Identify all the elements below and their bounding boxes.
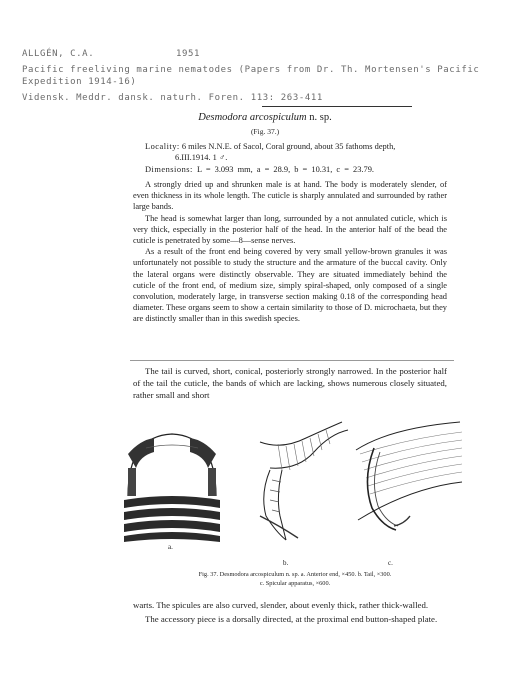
- figure-caption-line1: Fig. 37. Desmodora arcospiculum n. sp. a. Anterior end, ×450. b. Tail, ×300.: [198, 571, 392, 578]
- figure-label-c: c.: [388, 559, 393, 567]
- paragraph: As a result of the front end being covered by very small yellow-brown granules it was unfortunately not possible to study the structure and the armature of the buccal cavity. Only the lateral organs were distinctly observable. They are situated immediately behind the cuticle of the front end, of medium size, simply spiral-shaped, only composed of a single convolution, moderately large, in transverse section making 0.18 of the corresponding head diameter. These organs seem to show a certain similarity to those of D. microchaeta, but they are distinctly smaller than in this swedish species.: [133, 247, 447, 324]
- spicular-apparatus-drawing: [356, 422, 462, 530]
- body-text-lower: [133, 599, 447, 625]
- top-rule: [262, 106, 412, 107]
- figure-caption-line2: c. Spicular apparatus, ×600.: [259, 579, 331, 587]
- paragraph: warts. The spicules are also curved, slender, about evenly thick, rather thick-walled.: [133, 600, 429, 610]
- species-name: Desmodora arcospiculum: [198, 112, 307, 123]
- dimensions-values: L = 3.093 mm, a = 28.9, b = 10.31, c = 23.79.: [196, 165, 374, 174]
- body-text-tail: [133, 366, 447, 401]
- species-status: n. sp.: [309, 112, 332, 123]
- citation-journal: Vidensk. Meddr. dansk. naturh. Foren. 113: 263-411: [22, 93, 323, 103]
- anterior-end-drawing: [124, 434, 220, 542]
- dimensions-label: Dimensions:: [145, 165, 193, 174]
- figure-label-a: a.: [168, 543, 173, 551]
- body-text-upper: [133, 179, 447, 325]
- paragraph: A strongly dried up and shrunken male is at hand. The body is moderately slender, of even thickness in its whole length. The cuticle is sharply annulated and surrounded by rather large bands.: [133, 180, 447, 212]
- figure-37-drawings: [110, 408, 470, 568]
- tail-drawing: [260, 422, 348, 540]
- dimensions-block: [145, 165, 445, 174]
- citation-year: 1951: [176, 49, 201, 59]
- paragraph: The accessory piece is a dorsally directed, at the proximal end button-shaped plate.: [145, 614, 438, 624]
- citation-author: ALLGÉN, C.A.: [22, 49, 95, 59]
- locality-block: [145, 141, 435, 163]
- paragraph: The head is somewhat larger than long, surrounded by a not annulated cuticle, which is very thick, especially in the posterior half of the head. In the anterior half of the bead the cuticle is penetrated by some—8—sense nerves.: [133, 213, 447, 246]
- locality-line1: 6 miles N.N.E. of Sacol, Coral ground, about 35 fathoms depth,: [181, 142, 396, 151]
- figure-label-b: b.: [283, 559, 289, 567]
- locality-line2: 6.III.1914. 1 ♂.: [175, 153, 228, 162]
- paragraph: The tail is curved, short, conical, posteriorly strongly narrowed. In the posterior half of the tail the cuticle, the bands of which are lacking, shows numerous closely situated, rather small and short: [133, 366, 447, 400]
- citation-title-line2: Expedition 1914-16): [22, 77, 137, 87]
- citation-author-line: [22, 48, 201, 60]
- citation-title-line1: Pacific freeliving marine nematodes (Papers from Dr. Th. Mortensen's Pacific: [22, 65, 480, 75]
- species-title: [135, 112, 395, 123]
- figure-caption: [130, 571, 460, 588]
- locality-label: Locality:: [145, 142, 180, 151]
- cut-line: [130, 360, 454, 361]
- figure-reference: (Fig. 37.): [250, 127, 280, 136]
